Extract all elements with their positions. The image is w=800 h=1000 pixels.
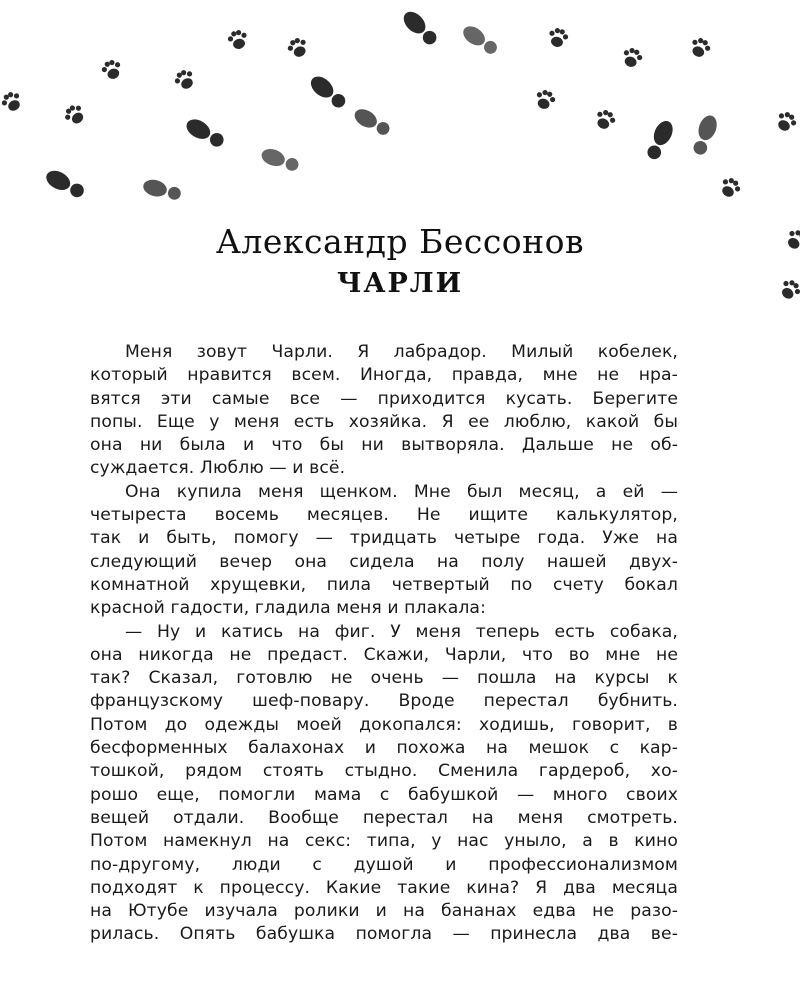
footprint-icon — [690, 113, 720, 157]
footprint-icon — [183, 115, 227, 150]
text-line: — Ну и катись на фиг. У меня теперь есть собака, — [125, 621, 678, 642]
text-line: красной гадости, гладила меня и плакала: — [90, 598, 486, 619]
text-line: она никогда не предаст. Скажи, Чарли, что во мне не — [90, 644, 678, 665]
paw-print-icon — [546, 26, 569, 49]
story-text — [90, 341, 678, 947]
footprint-icon — [141, 177, 182, 202]
text-line: рилась. Опять бабушка помогла — принесла два ве- — [90, 924, 678, 945]
text-line: она ни была и что бы ни вытворяла. Дальше не об- — [90, 435, 678, 456]
text-line: так и быть, помогу — тридцать четыре года. Уже на — [90, 528, 678, 549]
text-line: который нравится всем. Иногда, правда, мне не нра- — [90, 365, 678, 386]
footprint-icon — [259, 146, 301, 174]
paw-print-icon — [0, 89, 25, 115]
text-line: так? Сказал, готовлю не очень — пошла на курсы к — [90, 668, 678, 689]
text-line: комнатной хрущевки, пила четвертый по счету бокал — [90, 574, 678, 595]
text-line: бесформенных балахонах и похожа на мешок с кар- — [90, 738, 678, 759]
paw-print-icon — [172, 67, 198, 93]
text-line: следующий вечер она сидела на полу нашей двух- — [90, 551, 678, 572]
text-line: французскому шеф-повару. Вроде перестал бубнить. — [90, 691, 678, 712]
text-line: Меня зовут Чарли. Я лабрадор. Милый кобелек, — [125, 342, 678, 362]
text-line: на Ютубе изучала ролики и на бананах едва не разо- — [90, 901, 678, 922]
paw-print-icon — [226, 28, 249, 51]
paw-print-icon — [285, 35, 310, 60]
paw-print-icon — [100, 58, 124, 82]
paw-print-icon — [717, 175, 743, 201]
text-line: вещей отдали. Вообще перестал на меня смотреть. — [90, 807, 678, 828]
author-name: Александр Бессонов — [215, 222, 585, 261]
footprint-icon — [307, 72, 349, 111]
footprint-icon — [644, 118, 677, 162]
paw-print-icon — [687, 35, 712, 60]
paw-print-icon — [620, 46, 644, 70]
text-line: четыреста восемь месяцев. Не ищите калькулятор, — [90, 505, 678, 526]
paw-print-icon — [533, 88, 557, 112]
paw-print-icon — [592, 107, 617, 132]
paw-print-icon — [61, 101, 88, 128]
text-line: суждается. Люблю — и всё. — [90, 458, 346, 479]
text-line: по-другому, люди с душой и профессионализмом — [90, 854, 678, 875]
footprints-decoration — [0, 0, 800, 360]
text-line: рошо еще, помогли мама с бабушкой — много своих — [90, 784, 678, 805]
text-line: Потом до одежды моей докопался: ходишь, говорит, в — [90, 714, 678, 735]
text-line: вятся эти самые все — приходится кусать. Берегите — [90, 388, 678, 409]
footprint-icon — [43, 167, 87, 201]
footprint-icon — [400, 8, 441, 49]
text-line: Потом намекнул на секс: типа, у нас уныло, а в кино — [90, 831, 678, 852]
paw-print-icon — [773, 109, 799, 135]
story-title: ЧАРЛИ — [336, 268, 464, 299]
text-line: попы. Еще у меня есть хозяйка. Я ее люблю, какой бы — [90, 411, 678, 432]
text-line: тошкой, рядом стоять стыдно. Сменила гардероб, хо- — [90, 761, 678, 782]
footprint-icon — [351, 105, 392, 138]
text-line: подходят к процессу. Какие такие кина? Я два месяца — [90, 877, 678, 898]
footprint-icon — [460, 22, 501, 57]
text-line: Она купила меня щенком. Мне был месяц, а ей — — [125, 481, 678, 502]
